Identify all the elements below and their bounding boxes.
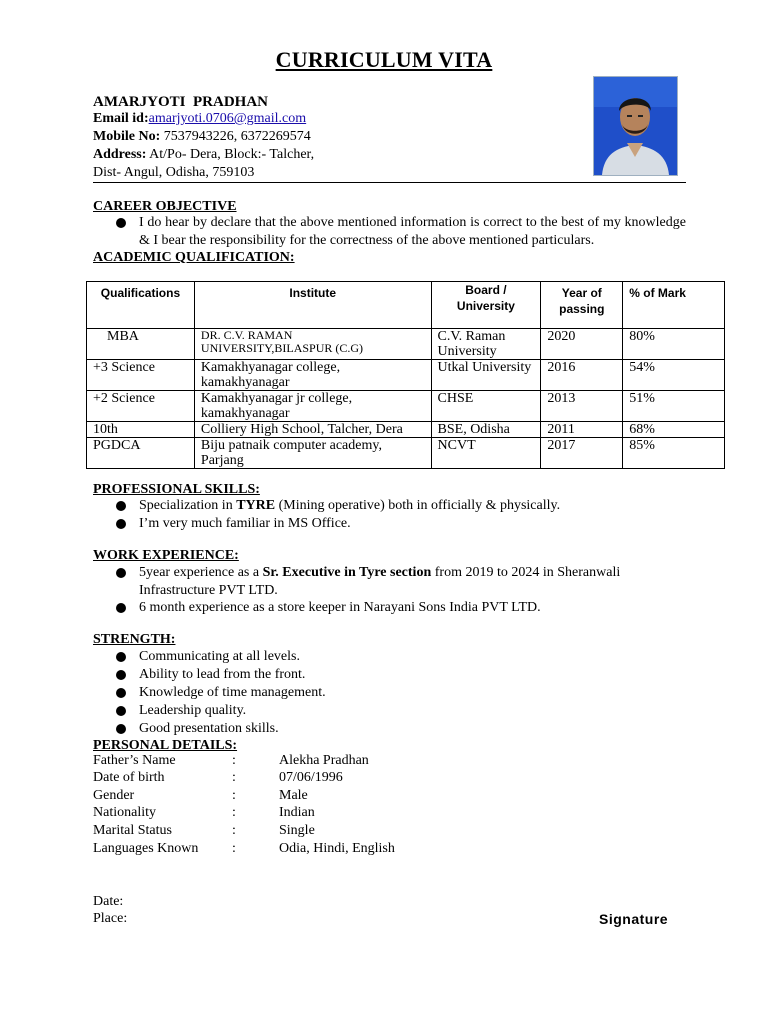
table-cell: 68% bbox=[623, 422, 725, 438]
bullet-icon bbox=[116, 568, 126, 578]
table-cell: MBA bbox=[87, 329, 195, 360]
detail-value: 07/06/1996 bbox=[279, 770, 343, 785]
table-cell: PGDCA bbox=[87, 438, 195, 469]
table-cell: CHSE bbox=[431, 391, 541, 422]
table-row bbox=[87, 329, 725, 360]
mobile-line bbox=[93, 129, 311, 145]
academic-qualification-heading: ACADEMIC QUALIFICATION: bbox=[93, 250, 295, 265]
candidate-name: AMARJYOTI PRADHAN bbox=[93, 94, 268, 110]
table-cell: Kamakhyanagar jr college, kamakhyanagar bbox=[194, 391, 431, 422]
address-line-2: Dist- Angul, Odisha, 759103 bbox=[93, 165, 255, 180]
skill-text-part: (Mining operative) both in officially & physically. bbox=[275, 498, 561, 513]
bullet-icon bbox=[116, 603, 126, 613]
bullet-icon bbox=[116, 652, 126, 662]
strength-item bbox=[116, 684, 686, 702]
table-cell: 2013 bbox=[541, 391, 623, 422]
work-text-part: 5year experience as a bbox=[139, 565, 263, 580]
work-text bbox=[139, 564, 686, 600]
email-label: Email id: bbox=[93, 111, 149, 126]
strength-text: Communicating at all levels. bbox=[139, 649, 300, 664]
mobile-label: Mobile No: bbox=[93, 129, 161, 144]
work-text-part: from 2019 to 2024 in Sheranwali Infrastructure PVT LTD. bbox=[139, 565, 621, 598]
column-header: Qualifications bbox=[87, 282, 195, 329]
email-line bbox=[93, 111, 306, 127]
strength-text: Knowledge of time management. bbox=[139, 685, 326, 700]
detail-colon: : bbox=[232, 753, 236, 768]
detail-label: Nationality bbox=[93, 805, 156, 820]
table-cell: +2 Science bbox=[87, 391, 195, 422]
skill-text: I’m very much familiar in MS Office. bbox=[139, 516, 351, 531]
table-cell: Colliery High School, Talcher, Dera bbox=[194, 422, 431, 438]
table-row bbox=[87, 438, 725, 469]
table-cell: DR. C.V. RAMAN UNIVERSITY,BILASPUR (C.G) bbox=[194, 329, 431, 360]
table-cell: Biju patnaik computer academy, Parjang bbox=[194, 438, 431, 469]
career-objective-heading: CAREER OBJECTIVE bbox=[93, 199, 237, 214]
skill-text bbox=[139, 497, 686, 515]
bullet-icon bbox=[116, 519, 126, 529]
table-cell: Utkal University bbox=[431, 360, 541, 391]
skill-text-part: Specialization in bbox=[139, 498, 237, 513]
bullet-icon bbox=[116, 706, 126, 716]
skill-text-bold: TYRE bbox=[236, 498, 276, 513]
bullet-icon bbox=[116, 501, 126, 511]
detail-label: Date of birth bbox=[93, 770, 165, 785]
work-text: 6 month experience as a store keeper in Narayani Sons India PVT LTD. bbox=[139, 600, 541, 615]
profile-photo-image bbox=[594, 77, 677, 175]
detail-value: Single bbox=[279, 823, 315, 838]
personal-details-heading: PERSONAL DETAILS: bbox=[93, 738, 238, 753]
career-objective-text: I do hear by declare that the above mentioned information is correct to the best of my knowledge & I bear the responsibility for the correctness of the above mentioned particulars. bbox=[139, 215, 686, 248]
table-cell: Kamakhyanagar college, kamakhyanagar bbox=[194, 360, 431, 391]
detail-colon: : bbox=[232, 823, 236, 838]
detail-label: Gender bbox=[93, 788, 135, 803]
table-cell: 2017 bbox=[541, 438, 623, 469]
skill-item bbox=[116, 515, 686, 533]
table-row bbox=[87, 360, 725, 391]
qualification-table bbox=[86, 281, 725, 469]
column-header: Year of passing bbox=[541, 282, 623, 329]
document-title: CURRICULUM VITA bbox=[275, 47, 493, 72]
strength-text: Ability to lead from the front. bbox=[139, 667, 306, 682]
detail-value: Male bbox=[279, 788, 308, 803]
table-row bbox=[87, 422, 725, 438]
place-label: Place: bbox=[93, 911, 128, 926]
profile-photo bbox=[593, 76, 678, 176]
detail-label: Father’s Name bbox=[93, 753, 176, 768]
detail-value: Odia, Hindi, English bbox=[279, 841, 395, 856]
table-cell: 2020 bbox=[541, 329, 623, 360]
table-cell: +3 Science bbox=[87, 360, 195, 391]
table-cell: 10th bbox=[87, 422, 195, 438]
address-value-line1: At/Po- Dera, Block:- Talcher, bbox=[146, 147, 315, 162]
work-item bbox=[116, 599, 686, 617]
table-cell: 2011 bbox=[541, 422, 623, 438]
strength-item bbox=[116, 702, 686, 720]
table-cell: 51% bbox=[623, 391, 725, 422]
mobile-value: 7537943226, 6372269574 bbox=[160, 129, 311, 144]
detail-label: Marital Status bbox=[93, 823, 172, 838]
skill-item bbox=[116, 497, 686, 515]
header-divider bbox=[93, 182, 686, 183]
bullet-icon bbox=[116, 688, 126, 698]
bullet-icon bbox=[116, 670, 126, 680]
detail-value: Indian bbox=[279, 805, 315, 820]
strength-heading: STRENGTH: bbox=[93, 632, 176, 647]
signature-label: Signature bbox=[599, 911, 669, 927]
date-label: Date: bbox=[93, 894, 124, 909]
column-header: Board / University bbox=[431, 282, 541, 329]
detail-colon: : bbox=[232, 841, 236, 856]
detail-colon: : bbox=[232, 770, 236, 785]
table-cell: 80% bbox=[623, 329, 725, 360]
table-cell: BSE, Odisha bbox=[431, 422, 541, 438]
address-line bbox=[93, 147, 314, 163]
bullet-icon bbox=[116, 218, 126, 228]
detail-colon: : bbox=[232, 805, 236, 820]
table-cell: 85% bbox=[623, 438, 725, 469]
strength-text: Leadership quality. bbox=[139, 703, 247, 718]
email-link[interactable]: amarjyoti.0706@gmail.com bbox=[148, 111, 307, 126]
strength-item bbox=[116, 666, 686, 684]
detail-colon: : bbox=[232, 788, 236, 803]
column-header: Institute bbox=[194, 282, 431, 329]
career-objective-item bbox=[116, 214, 686, 250]
professional-skills-heading: PROFESSIONAL SKILLS: bbox=[93, 482, 260, 497]
detail-label: Languages Known bbox=[93, 841, 199, 856]
detail-value: Alekha Pradhan bbox=[279, 753, 369, 768]
table-cell: NCVT bbox=[431, 438, 541, 469]
table-cell: 2016 bbox=[541, 360, 623, 391]
work-item bbox=[116, 564, 686, 600]
strength-item bbox=[116, 720, 686, 738]
column-header: % of Mark bbox=[623, 282, 725, 329]
work-experience-heading: WORK EXPERIENCE: bbox=[93, 548, 239, 563]
qualification-table-header bbox=[87, 282, 725, 329]
strength-item bbox=[116, 648, 686, 666]
table-cell: C.V. Raman University bbox=[431, 329, 541, 360]
address-label: Address: bbox=[93, 147, 147, 162]
table-row bbox=[87, 391, 725, 422]
bullet-icon bbox=[116, 724, 126, 734]
work-text-bold: Sr. Executive in Tyre section bbox=[262, 565, 432, 580]
strength-text: Good presentation skills. bbox=[139, 721, 279, 736]
table-cell: 54% bbox=[623, 360, 725, 391]
